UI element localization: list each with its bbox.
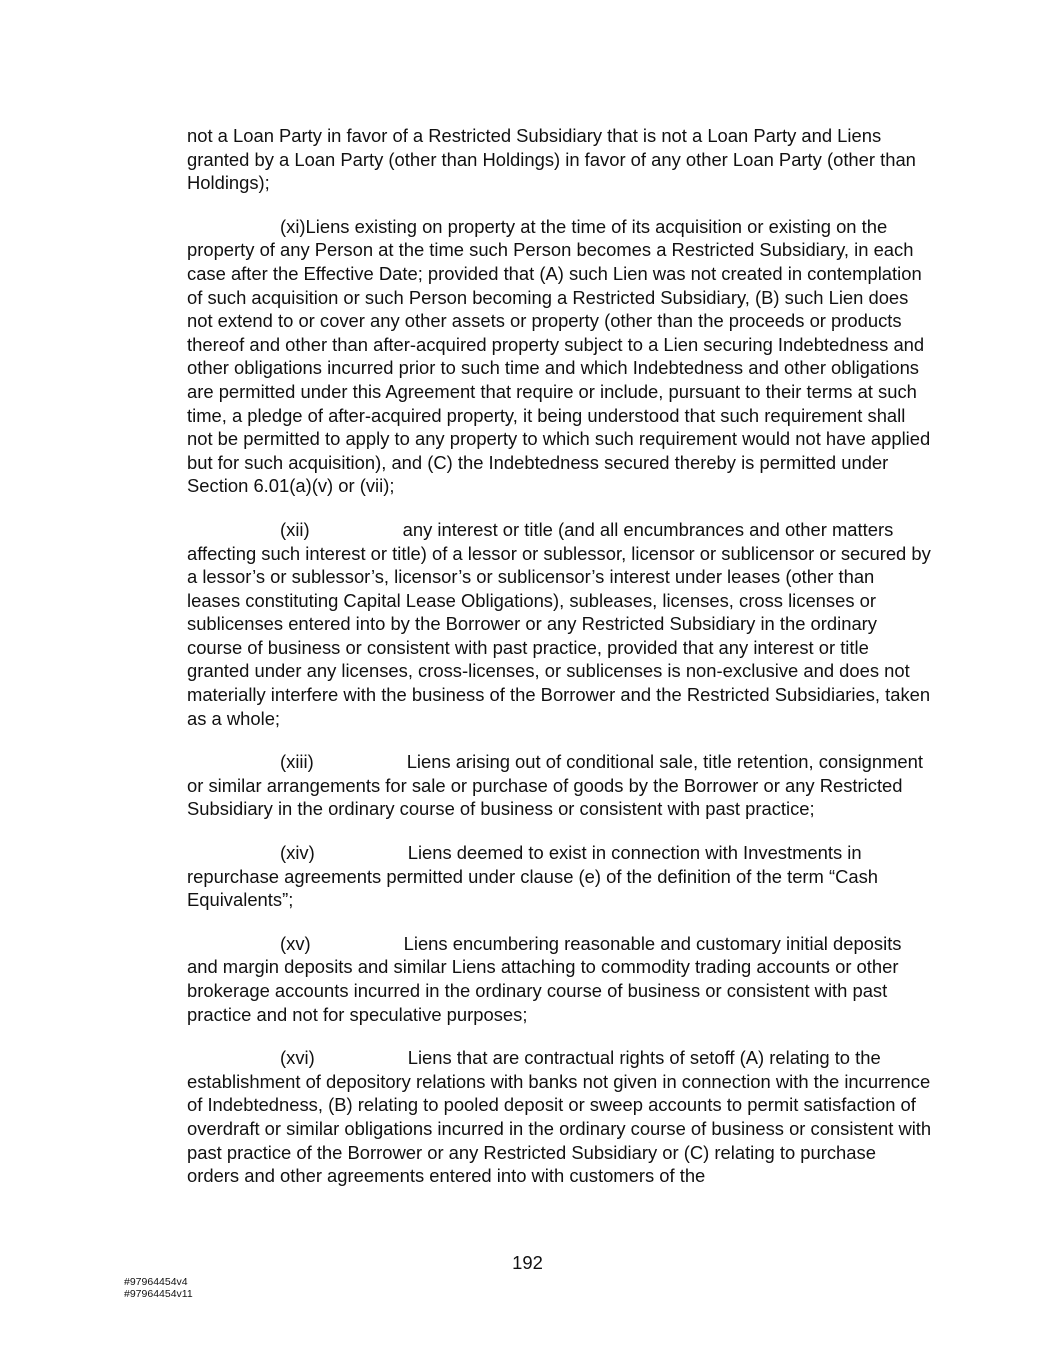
- document-identifiers: [124, 1276, 193, 1300]
- paragraph-xi: [187, 215, 932, 498]
- clause-number: (xi): [280, 215, 306, 237]
- paragraph-text: Liens existing on property at the time of its acquisition or existing on the property of any Person at the time such Person becomes a Restricted Subsidiary, in each case after the Effective Date; provided that (A) such Lien was not created in contemplation of such acquisition or such Person becoming a Restricted Subsidiary, (B) such Lien does not extend to or cover any other assets or property (other than the proceeds or products thereof and other than after-acquired property subject to a Lien securing Indebtedness and other obligations incurred prior to such time and which Indebtedness and other obligations are permitted under this Agreement that require or include, pursuant to their terms at such time, a pledge of after-acquired property, it being understood that such requirement shall not be permitted to apply to any property to which such requirement would not have applied but for such acquisition), and (C) the Indebtedness secured thereby is permitted under Section 6.01(a)(v) or (vii);: [187, 215, 931, 497]
- paragraph-text: not a Loan Party in favor of a Restricted Subsidiary that is not a Loan Party and Liens granted by a Loan Party (other than Holdings) in favor of any other Loan Party (other than Holdings);: [187, 125, 916, 194]
- doc-id: #97964454v11: [124, 1288, 193, 1300]
- paragraph-xiii: [187, 750, 932, 821]
- paragraph-text: any interest or title (and all encumbrances and other matters affecting such interest or title) of a lessor or sublessor, licensor or sublicensor or secured by a lessor’s or sublessor’s, licensor’s or sublicensor’s interest under leases (other than leases constituting Capital Lease Obligations), subleases, licenses, cross licenses or sublicenses entered into by the Borrower or any Restricted Subsidiary in the ordinary course of business or consistent with past practice, provided that any interest or title granted under any licenses, cross-licenses, or sublicenses is non-exclusive and does not materially interfere with the business of the Borrower and the Restricted Subsidiaries, taken as a whole;: [187, 518, 931, 729]
- paragraph-text: Liens deemed to exist in connection with Investments in repurchase agreements permitted under clause (e) of the definition of the term “Cash Equivalents”;: [187, 842, 879, 911]
- paragraph-continuation: [187, 124, 932, 195]
- clause-number: (xii): [280, 518, 310, 540]
- page-number: 192: [512, 1252, 543, 1273]
- clause-number: (xv): [280, 932, 311, 954]
- clause-number: (xiii): [280, 751, 314, 773]
- paragraph-xiv: [187, 841, 932, 912]
- paragraph-text: Liens encumbering reasonable and customary initial deposits and margin deposits and similar Liens attaching to commodity trading accounts or other brokerage accounts incurred in the ordinary course of business or consistent with past practice and not for speculative purposes;: [187, 932, 902, 1025]
- doc-id: #97964454v4: [124, 1276, 188, 1288]
- document-body: [187, 124, 932, 1208]
- paragraph-text: Liens arising out of conditional sale, title retention, consignment or similar arrangements for sale or purchase of goods by the Borrower or any Restricted Subsidiary in the ordinary course of business or consistent with past practice;: [187, 751, 923, 820]
- paragraph-text: Liens that are contractual rights of setoff (A) relating to the establishment of depository relations with banks not given in connection with the incurrence of Indebtedness, (B) relating to pooled deposit or sweep accounts to permit satisfaction of overdraft or similar obligations incurred in the ordinary course of business or consistent with past practice of the Borrower or any Restricted Subsidiary or (C) relating to purchase orders and other agreements entered into with customers of the: [187, 1047, 932, 1187]
- clause-number: (xvi): [280, 1047, 315, 1069]
- paragraph-xii: [187, 518, 932, 730]
- paragraph-xv: [187, 932, 932, 1026]
- clause-number: (xiv): [280, 842, 315, 864]
- paragraph-xvi: [187, 1046, 932, 1188]
